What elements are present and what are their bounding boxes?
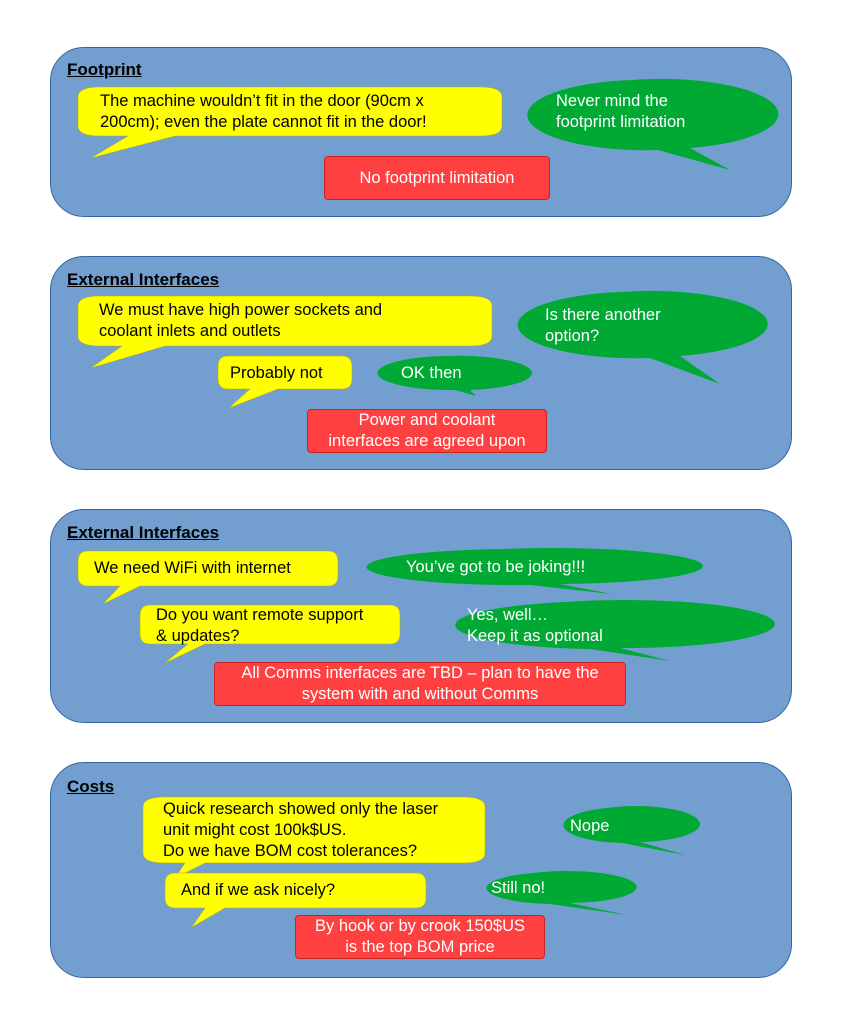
conclusion-box [324, 156, 550, 200]
conclusion-line: interfaces are agreed upon [328, 432, 526, 450]
bubble-line: Keep it as optional [467, 627, 603, 645]
green-bubble-text [406, 557, 585, 578]
bubble-line: Quick research showed only the laser [163, 800, 439, 818]
conclusion-box [295, 915, 545, 959]
conclusion-box [307, 409, 547, 453]
conclusion-line: All Comms interfaces are TBD – plan to have the [241, 664, 599, 682]
conclusion-line: system with and without Comms [301, 685, 539, 703]
conclusion-line: No footprint limitation [359, 168, 515, 187]
green-bubble-text [401, 363, 462, 384]
conclusion-line: Power and coolant [358, 411, 496, 429]
green-bubble-text [556, 91, 685, 133]
panel-title: Footprint [67, 60, 142, 79]
green-bubble-text [467, 605, 603, 647]
green-bubble-text [545, 305, 661, 347]
yellow-bubble-text [156, 605, 363, 647]
green-bubble-text [491, 878, 545, 899]
yellow-bubble-text [94, 558, 291, 579]
yellow-bubble-text [100, 91, 427, 133]
bubble-line: coolant inlets and outlets [99, 322, 281, 340]
panel-title: Costs [67, 777, 115, 796]
conclusion-box [214, 662, 626, 706]
bubble-line: Never mind the [556, 92, 668, 110]
yellow-bubble-text [163, 799, 438, 862]
bubble-line: Do we have BOM cost tolerances? [163, 842, 418, 860]
bubble-line: Probably not [230, 364, 323, 382]
bubble-line: 200cm); even the plate cannot fit in the door! [100, 113, 427, 131]
bubble-line: OK then [401, 364, 462, 382]
panel-title: External Interfaces [67, 523, 220, 542]
conclusion-line: is the top BOM price [345, 938, 495, 956]
panel-title: External Interfaces [67, 270, 220, 289]
yellow-bubble-text [99, 300, 382, 342]
bubble-line: Do you want remote support [156, 606, 364, 624]
bubble-line: And if we ask nicely? [181, 881, 336, 899]
bubble-line: The machine wouldn’t fit in the door (90cm x [100, 92, 424, 110]
bubble-line: Yes, well… [467, 606, 549, 624]
bubble-line: & updates? [156, 627, 240, 645]
yellow-bubble-text [181, 880, 335, 901]
bubble-line: We need WiFi with internet [94, 559, 291, 577]
bubble-line: We must have high power sockets and [99, 301, 383, 319]
bubble-line: You’ve got to be joking!!! [406, 558, 586, 576]
bubble-line: Nope [570, 817, 610, 835]
bubble-line: Is there another [545, 306, 661, 324]
bubble-line: Still no! [491, 879, 546, 897]
bubble-line: option? [545, 327, 600, 345]
bubble-line: footprint limitation [556, 113, 686, 131]
yellow-bubble-text [230, 363, 323, 384]
bubble-line: unit might cost 100k$US. [163, 821, 347, 839]
green-bubble-text [570, 816, 609, 837]
conclusion-line: By hook or by crook 150$US [314, 917, 526, 935]
